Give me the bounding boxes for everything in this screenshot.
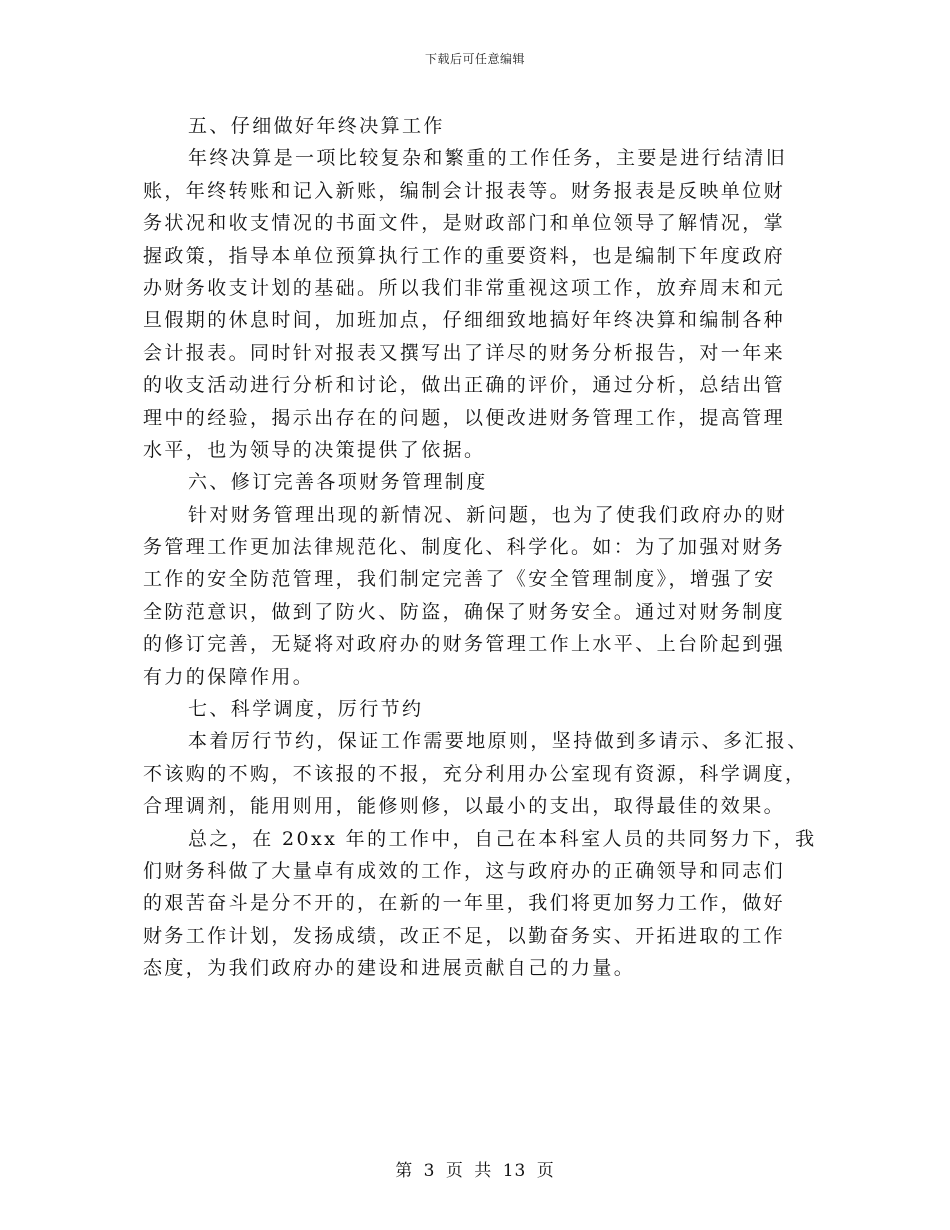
paragraph-line: 办财务收支计划的基础。所以我们非常重视这项工作，放弃周末和元	[143, 276, 786, 299]
paragraph-line: 务管理工作更加法律规范化、制度化、科学化。如：为了加强对财务	[143, 536, 786, 559]
paragraph-first-line: 总之，在 20xx 年的工作中，自己在本科室人员的共同努力下，我	[188, 827, 817, 850]
page-number-footer: 第 3 页 共 13 页	[395, 1161, 555, 1181]
paragraph-line: 理中的经验，揭示出存在的问题，以便改进财务管理工作，提高管理	[143, 406, 786, 429]
paragraph-line: 合理调剂，能用则用，能修则修，以最小的支出，取得最佳的效果。	[143, 795, 786, 818]
paragraph-line: 握政策，指导本单位预算执行工作的重要资料，也是编制下年度政府	[143, 244, 786, 267]
paragraph-line: 不该购的不购，不该报的不报，充分利用办公室现有资源，科学调度，	[143, 762, 807, 785]
paragraph-line: 的艰苦奋斗是分不开的，在新的一年里，我们将更加努力工作，做好	[143, 892, 786, 915]
paragraph-line: 工作的安全防范管理，我们制定完善了《安全管理制度》，增强了安	[143, 568, 776, 591]
paragraph-line: 全防范意识，做到了防火、防盗，确保了财务安全。通过对财务制度	[143, 600, 786, 623]
paragraph-line: 财务工作计划，发扬成绩，改正不足，以勤奋务实、开拓进取的工作	[143, 924, 786, 947]
paragraph-line: 们财务科做了大量卓有成效的工作，这与政府办的正确领导和同志们	[143, 859, 786, 882]
page-header: 下载后可任意编辑	[424, 52, 525, 66]
paragraph-first-line: 六、修订完善各项财务管理制度	[188, 471, 488, 494]
paragraph-first-line: 七、科学调度，厉行节约	[188, 698, 424, 721]
paragraph-first-line: 五、仔细做好年终决算工作	[188, 115, 445, 137]
paragraph-line: 旦假期的休息时间，加班加点，仔细细致地搞好年终决算和编制各种	[143, 309, 786, 332]
paragraph-first-line: 针对财务管理出现的新情况、新问题，也为了使我们政府办的财	[188, 503, 788, 526]
paragraph-line: 务状况和收支情况的书面文件，是财政部门和单位领导了解情况，掌	[143, 212, 786, 235]
paragraph-line: 的修订完善，无疑将对政府办的财务管理工作上水平、上台阶起到强	[143, 633, 786, 656]
paragraph-first-line: 年终决算是一项比较复杂和繁重的工作任务，主要是进行结清旧	[188, 147, 788, 170]
paragraph-line: 有力的保障作用。	[143, 665, 315, 688]
paragraph-first-line: 本着厉行节约，保证工作需要地原则，坚持做到多请示、多汇报、	[188, 730, 809, 753]
paragraph-line: 态度，为我们政府办的建设和进展贡献自己的力量。	[143, 957, 636, 980]
paragraph-line: 会计报表。同时针对报表又撰写出了详尽的财务分析报告，对一年来	[143, 341, 786, 364]
paragraph-line: 账，年终转账和记入新账，编制会计报表等。财务报表是反映单位财	[143, 179, 786, 202]
paragraph-line: 水平，也为领导的决策提供了依据。	[143, 438, 486, 461]
document-body	[143, 110, 817, 985]
paragraph-line: 的收支活动进行分析和讨论，做出正确的评价，通过分析，总结出管	[143, 374, 786, 397]
